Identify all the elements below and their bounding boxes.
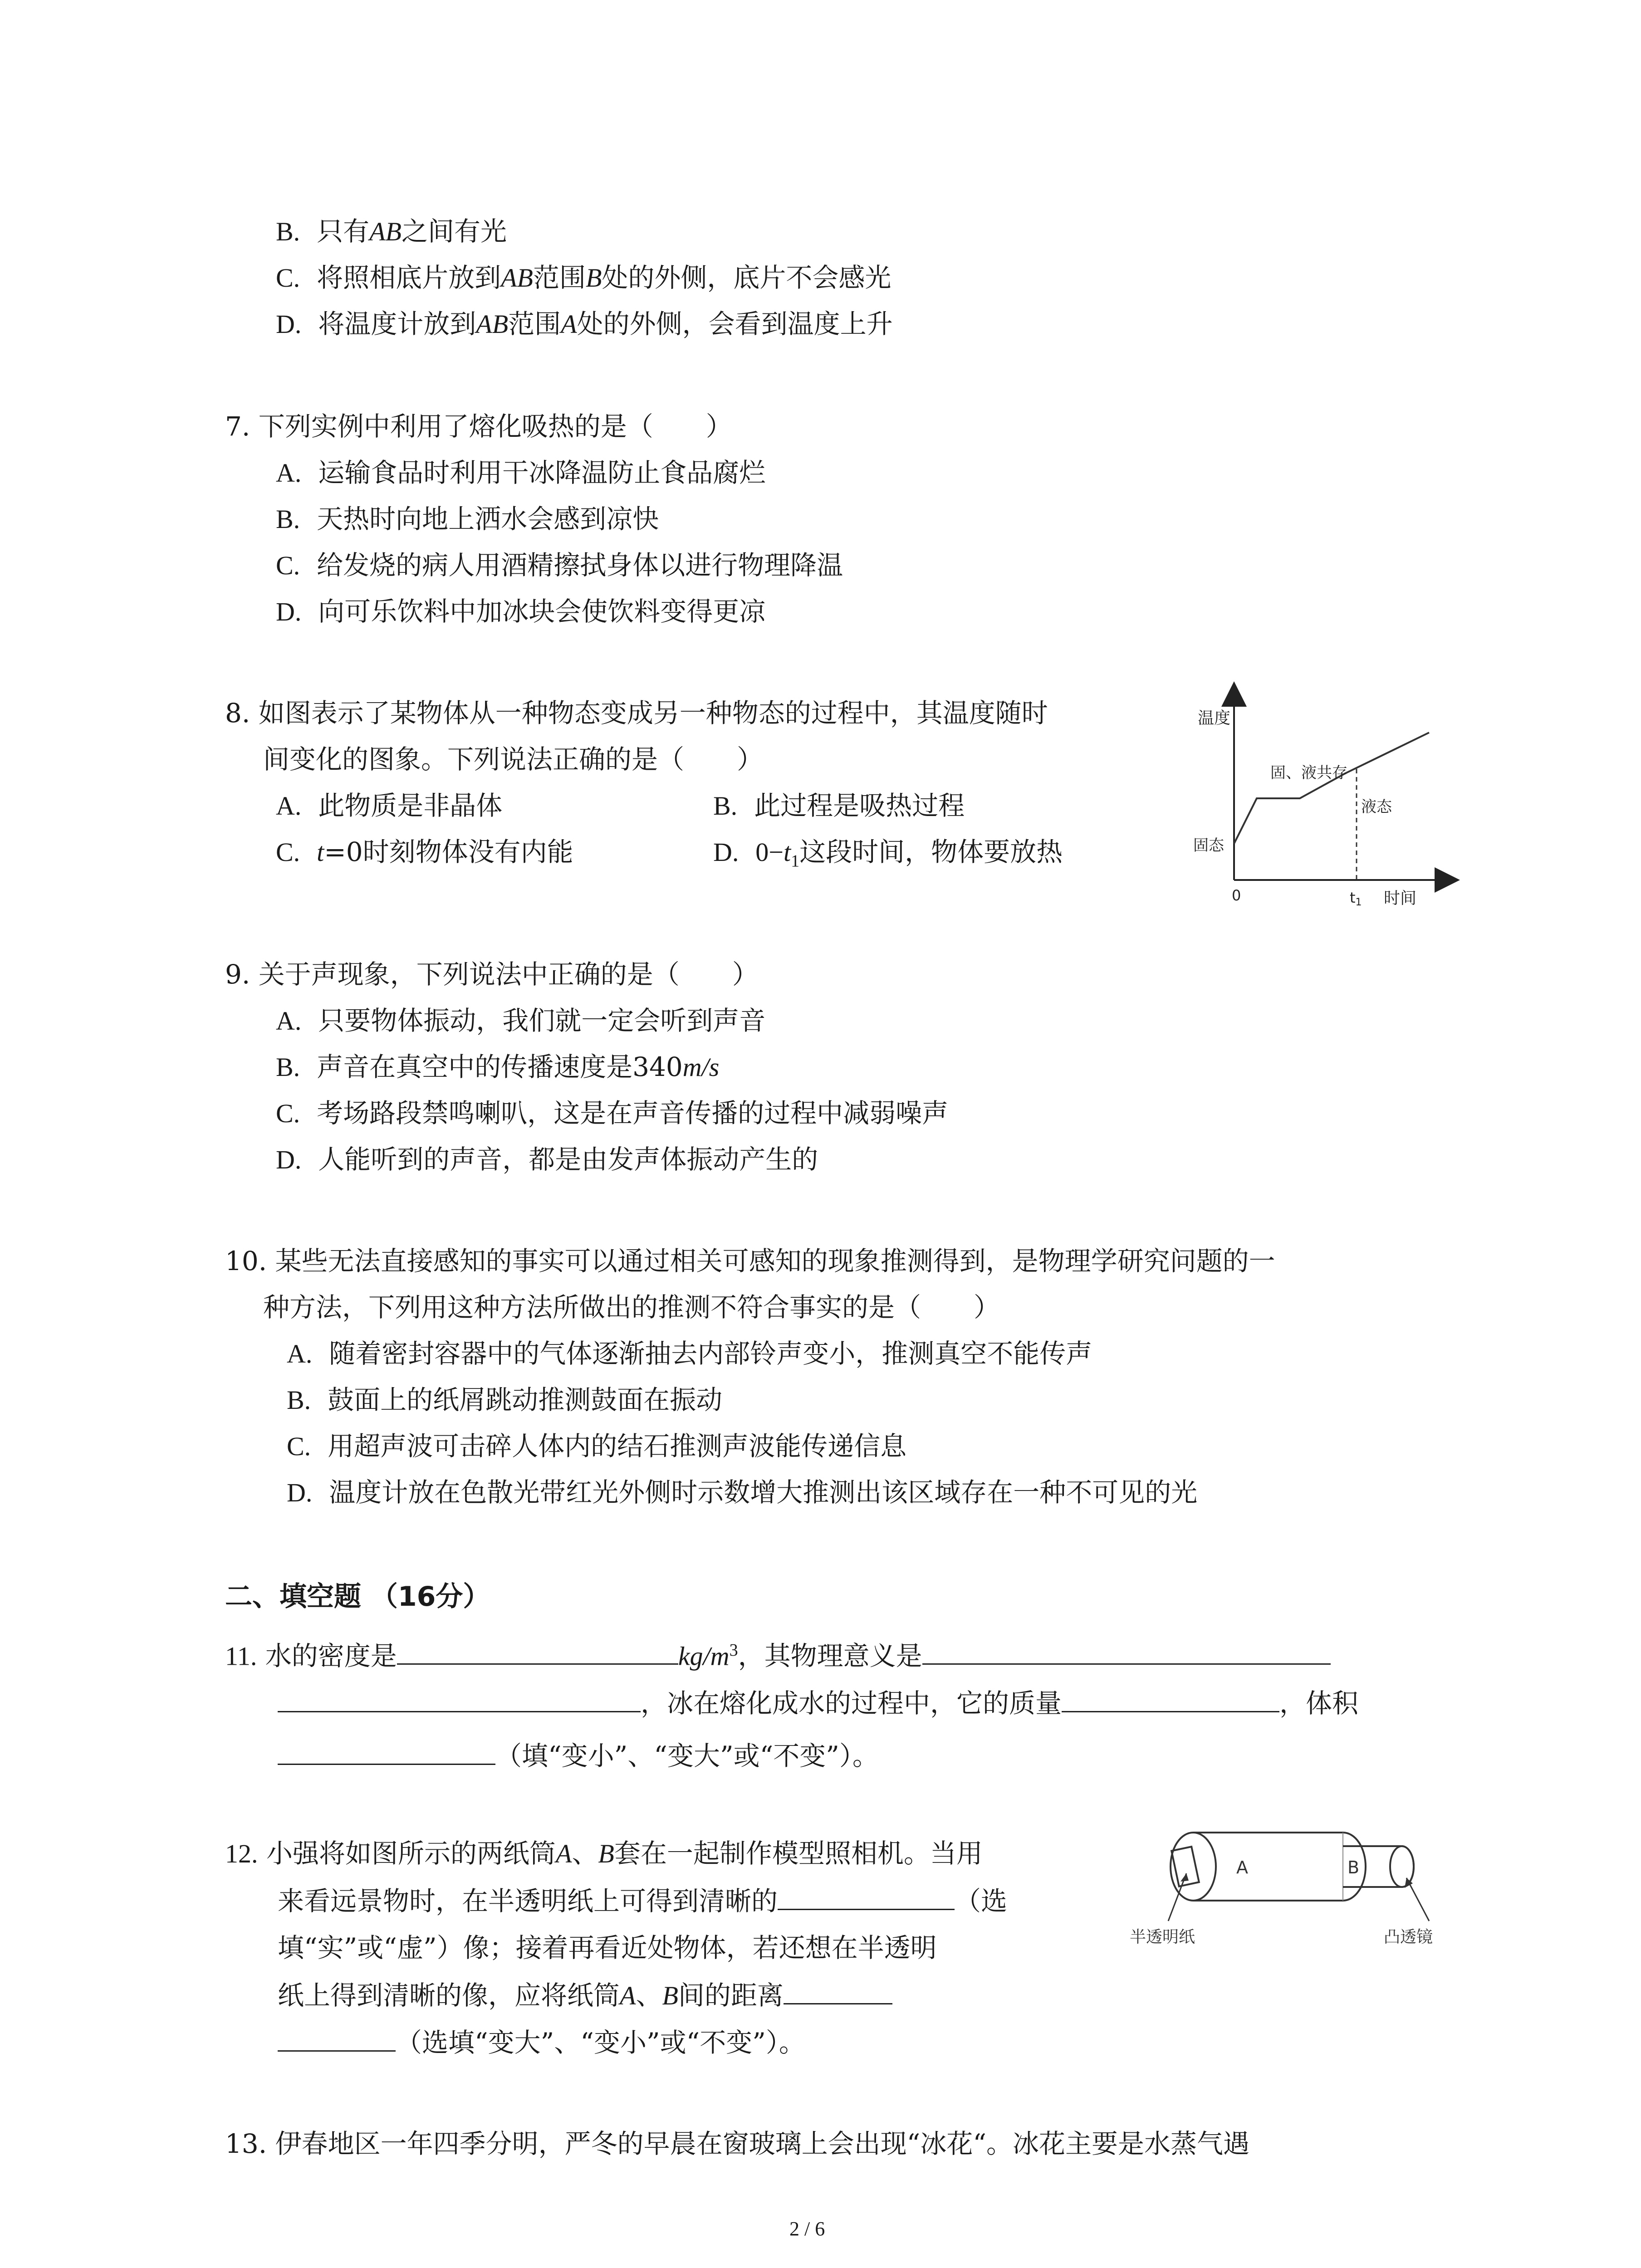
question-number: 11. (225, 1641, 257, 1671)
option-label: D. (276, 597, 302, 626)
q11-line1 (225, 1632, 1331, 1674)
q12-line5 (278, 2024, 805, 2061)
question-text: 间的距离 (678, 1980, 784, 2011)
var-point: A (561, 309, 577, 339)
option-label: A. (276, 458, 302, 488)
option-label: D. (276, 1145, 302, 1174)
q8-option-c (276, 834, 573, 870)
var-point: B (585, 263, 602, 293)
q10-option-b (287, 1382, 722, 1418)
option-text: 运输食品时利用干冰降温防止食品腐烂 (318, 457, 766, 488)
var-b: B (662, 1981, 678, 2010)
option-label: B. (713, 791, 738, 821)
option-text: 人能听到的声音，都是由发声体振动产生的 (318, 1144, 818, 1175)
q10-stem-line2: 种方法，下列用这种方法所做出的推测不符合事实的是（ ） (263, 1292, 1000, 1323)
option-text: 此物质是非晶体 (318, 790, 503, 821)
option-label: A. (276, 791, 302, 821)
option-label: D. (276, 309, 302, 339)
tube-b-label: B (1347, 1857, 1360, 1877)
q8-stem-line1: 8. 如图表示了某物体从一种物态变成另一种物态的过程中，其温度随时 (225, 698, 1048, 728)
option-label: B. (276, 1052, 300, 1082)
option-text: 用超声波可击碎人体内的结石推测声波能传递信息 (328, 1431, 907, 1461)
y-axis-label: 温度 (1198, 709, 1231, 728)
tube-a-label: A (1236, 1857, 1248, 1877)
question-text: 、 (572, 1838, 598, 1869)
option-text: 给发烧的病人用酒精擦拭身体以进行物理降温 (317, 550, 843, 581)
q10-option-a (287, 1335, 1092, 1372)
question-text: ，冰在熔化成水的过程中，它的质量 (641, 1688, 1062, 1719)
q8-stem-line2: 间变化的图象。下列说法正确的是（ ） (263, 744, 764, 775)
answer-blank[interactable] (278, 2024, 396, 2052)
option-text: 向可乐饮料中加冰块会使饮料变得更凉 (318, 596, 766, 627)
paper-label: 半透明纸 (1130, 1928, 1195, 1946)
q9-option-c (276, 1095, 948, 1132)
answer-blank[interactable] (1062, 1685, 1279, 1712)
question-text: 水的密度是 (265, 1640, 397, 1672)
option-text: 范围 (533, 262, 586, 293)
unit: m/s (682, 1052, 720, 1082)
option-text: 温度计放在色散光带红光外侧时示数增大推测出该区域存在一种不可见的光 (329, 1477, 1198, 1508)
option-label: C. (276, 1099, 300, 1128)
q12-line3: 填“实”或“虚”）像；接着再看近处物体，若还想在半透明 (278, 1932, 937, 1963)
section-score: （16分） (370, 1581, 490, 1613)
question-text: 小强将如图所示的两纸筒 (266, 1838, 556, 1869)
option-text: 天热时向地上洒水会感到凉快 (317, 503, 659, 534)
q6-option-d (276, 306, 893, 342)
answer-blank[interactable] (778, 1882, 955, 1910)
var-a: A (620, 1981, 636, 2010)
section-title: 二、填空题 (225, 1581, 361, 1613)
option-label: C. (276, 263, 300, 293)
option-text: 鼓面上的纸屑跳动推测鼓面在振动 (328, 1384, 723, 1415)
mixed-label: 固、液共存 (1270, 764, 1347, 782)
option-text: 将温度计放到 (318, 308, 476, 339)
subscript: 1 (791, 851, 800, 871)
q6-option-c (276, 259, 891, 296)
option-text: 0− (755, 837, 784, 867)
var-ab: AB (369, 217, 402, 246)
question-text: 来看远景物时，在半透明纸上可得到清晰的 (278, 1886, 778, 1916)
q7-option-b (276, 501, 659, 538)
q7-option-d (276, 593, 765, 630)
question-text: ，体积 (1279, 1688, 1359, 1719)
q7-option-a (276, 455, 765, 491)
option-text: 此过程是吸热过程 (754, 790, 965, 821)
q12-line4 (278, 1977, 892, 2014)
q12-figure (1130, 1823, 1465, 1960)
var-t: t (783, 837, 791, 867)
answer-blank[interactable] (784, 1977, 892, 2004)
q9-option-a (276, 1002, 765, 1039)
q8-option-b (713, 787, 965, 824)
answer-blank[interactable] (278, 1737, 495, 1765)
lens-label: 凸透镜 (1384, 1928, 1433, 1946)
option-label: C. (276, 837, 300, 867)
question-text: （选 (955, 1886, 1008, 1916)
q13-stem: 13. 伊春地区一年四季分明，严冬的早晨在窗玻璃上会出现“冰花“。冰花主要是水蒸气遇 (225, 2128, 1249, 2159)
option-label: B. (276, 504, 300, 534)
origin-label: 0 (1232, 887, 1241, 904)
var-b: B (598, 1839, 614, 1868)
question-text: 、 (636, 1980, 662, 2011)
q7-stem: 7. 下列实例中利用了熔化吸热的是（ ） (225, 411, 732, 442)
option-text: 只要物体振动，我们就一定会听到声音 (318, 1005, 766, 1036)
option-label: C. (276, 551, 300, 580)
option-label: A. (287, 1339, 313, 1369)
q10-option-c (287, 1428, 906, 1465)
q10-option-d (287, 1474, 1197, 1511)
x-axis-label: 时间 (1384, 889, 1417, 907)
option-text: 考场路段禁鸣喇叭，这是在声音传播的过程中减弱噪声 (317, 1098, 949, 1129)
page-number: 2 / 6 (789, 2218, 825, 2240)
question-text: （选填“变大”、“变小”或“不变”）。 (396, 2027, 805, 2058)
t1-label: t1 (1350, 889, 1362, 907)
q7-option-c (276, 547, 843, 584)
q8-option-a (276, 787, 502, 824)
option-text: 将照相底片放到 (317, 262, 501, 293)
var-ab: AB (501, 263, 533, 293)
option-label: D. (713, 837, 739, 867)
option-text: 范围 (508, 308, 561, 339)
temperature-curve (1234, 733, 1429, 844)
var-t: t (317, 837, 324, 867)
q11-line3 (278, 1737, 879, 1774)
option-text: 只有 (317, 216, 370, 247)
answer-blank[interactable] (278, 1685, 641, 1712)
unit: kg/m (678, 1641, 730, 1671)
option-text: 处的外侧，会看到温度上升 (577, 308, 893, 339)
option-label: A. (276, 1006, 302, 1036)
question-text: 套在一起制作模型照相机。当用 (614, 1838, 983, 1869)
q12-line1 (225, 1835, 983, 1872)
q8-figure (1189, 680, 1461, 907)
q8-option-d (713, 834, 1063, 880)
q12-line2 (278, 1882, 1007, 1919)
option-text: 处的外侧，底片不会感光 (602, 262, 892, 293)
liquid-label: 液态 (1361, 798, 1392, 816)
option-text: 这段时间，物体要放热 (799, 836, 1063, 867)
option-label: D. (287, 1478, 313, 1507)
option-text: 声音在真空中的传播速度是340 (317, 1051, 683, 1082)
solid-label: 固态 (1193, 836, 1224, 855)
answer-blank[interactable] (397, 1637, 678, 1665)
option-text: 随着密封容器中的气体逐渐抽去内部铃声变小，推测真空不能传声 (329, 1338, 1092, 1369)
option-label: C. (287, 1432, 311, 1461)
var-ab: AB (476, 309, 509, 339)
option-label: B. (287, 1385, 311, 1415)
section-heading (225, 1575, 490, 1614)
superscript: 3 (729, 1641, 738, 1660)
answer-blank[interactable] (922, 1637, 1331, 1665)
question-text: ，其物理意义是 (738, 1640, 922, 1672)
question-number: 12. (225, 1839, 258, 1868)
option-text: =0时刻物体没有内能 (324, 836, 573, 867)
q6-option-b (276, 213, 507, 250)
option-text: 之间有光 (401, 216, 507, 247)
q10-stem-line1: 10. 某些无法直接感知的事实可以通过相关可感知的现象推测得到，是物理学研究问题的一 (225, 1246, 1275, 1276)
var-a: A (555, 1839, 572, 1868)
question-text: 纸上得到清晰的像，应将纸筒 (278, 1980, 620, 2011)
q9-option-d (276, 1141, 818, 1178)
option-label: B. (276, 217, 300, 246)
question-text: （填“变小”、“变大”或“不变”）。 (495, 1740, 879, 1771)
tube-a (1171, 1833, 1366, 1901)
q11-line2 (278, 1685, 1358, 1721)
q9-option-b (276, 1049, 719, 1085)
q9-stem: 9. 关于声现象，下列说法中正确的是（ ） (225, 959, 759, 990)
